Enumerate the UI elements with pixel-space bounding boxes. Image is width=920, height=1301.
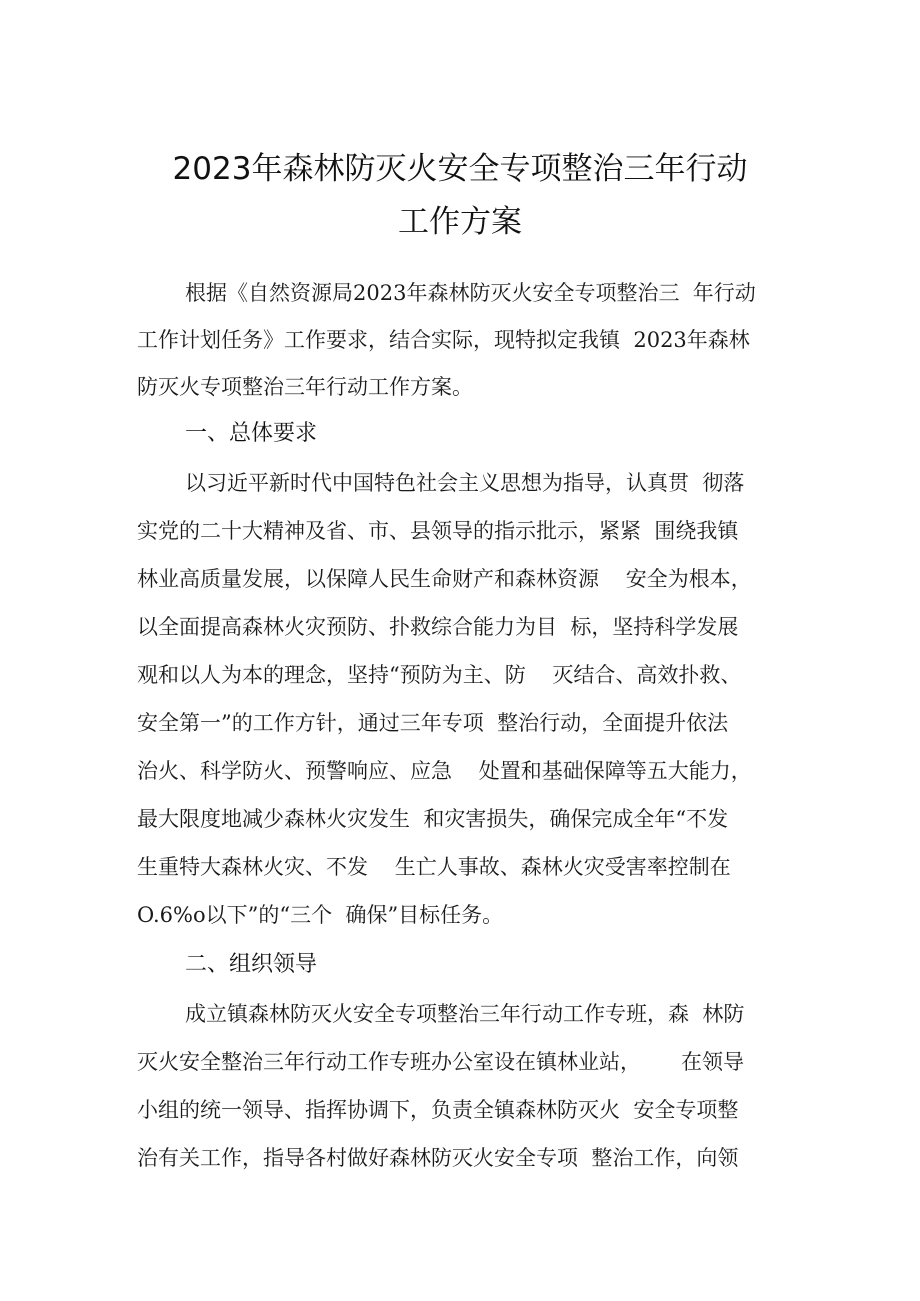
paragraph-line: 灭火安全整治三年行动工作专班办公室设在镇林业站， 在领导 — [137, 1050, 745, 1074]
intro-line: 根据《自然资源局2023年森林防灭火安全专项整治三 年行动 — [185, 281, 756, 305]
paragraph-line: 小组的统一领导、指挥协调下，负责全镇森林防灭火 安全专项整 — [137, 1098, 739, 1122]
paragraph-line: 林业高质量发展，以保障人民生命财产和森林资源 安全为根本， — [137, 567, 752, 591]
section-heading-organization-leadership: 二、组织领导 — [185, 952, 318, 977]
paragraph-line: 成立镇森林防灭火安全专项整治三年行动工作专班，森 林防 — [185, 1002, 745, 1026]
paragraph-line: 观和以人为本的理念，坚持“预防为主、防 灭结合、高效扑救、 — [137, 663, 742, 687]
paragraph-line: 以全面提高森林火灾预防、扑救综合能力为目 标，坚持科学发展 — [137, 615, 739, 639]
paragraph-line: 最大限度地减少森林火灾发生 和灾害损失，确保完成全年“不发 — [137, 807, 729, 831]
paragraph-line: 实党的二十大精神及省、市、县领导的指示批示，紧紧 围绕我镇 — [137, 519, 739, 543]
document-title: 2023年森林防灭火安全专项整治三年行动 — [172, 151, 748, 187]
intro-line: 工作计划任务》工作要求，结合实际，现特拟定我镇 2023年森林 — [137, 328, 750, 352]
document-title-subtitle: 工作方案 — [398, 204, 522, 240]
paragraph-line: 以习近平新时代中国特色社会主义思想为指导，认真贯 彻落 — [185, 471, 745, 495]
paragraph-line: 治有关工作，指导各村做好森林防灭火安全专项 整治工作，向领 — [137, 1146, 739, 1170]
paragraph-line: O.6%o以下”的“三个 确保”目标任务。 — [137, 903, 504, 927]
intro-line: 防灭火专项整治三年行动工作方案。 — [137, 375, 473, 399]
paragraph-line: 治火、科学防火、预警响应、应急 处置和基础保障等五大能力， — [137, 759, 752, 783]
paragraph-line: 安全第一”的工作方针，通过三年专项 整治行动，全面提升依法 — [137, 711, 729, 735]
paragraph-line: 生重特大森林火灾、不发 生亡人事故、森林火灾受害率控制在 — [137, 855, 731, 879]
section-heading-general-requirements: 一、总体要求 — [185, 421, 318, 446]
